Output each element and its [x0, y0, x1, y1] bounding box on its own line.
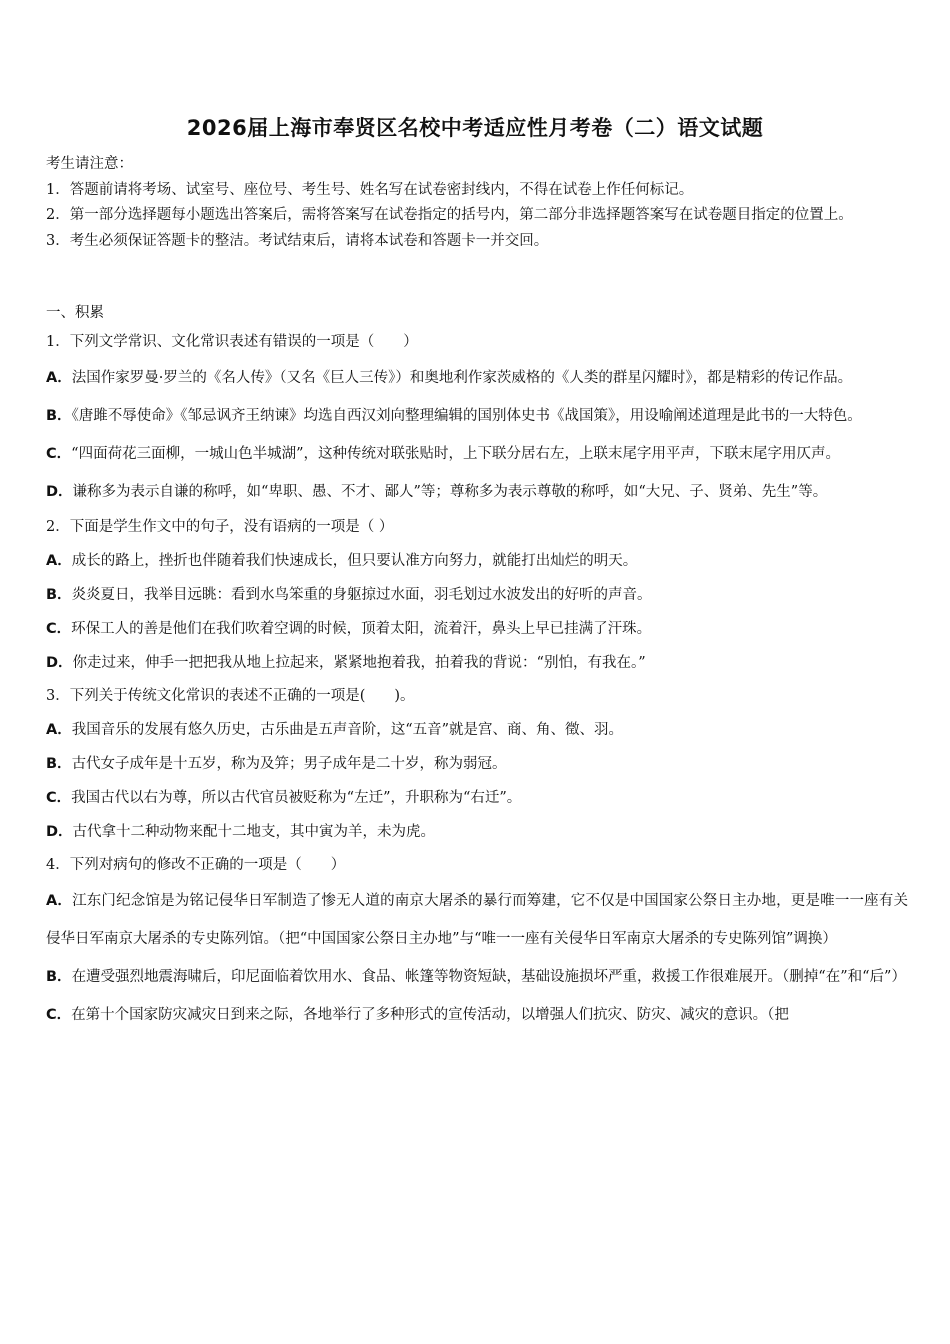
- option-text: 炎炎夏日，我举目远眺：看到水鸟笨重的身躯掠过水面，羽毛划过水波发出的好听的声音。: [71, 587, 652, 603]
- notice-heading: 考生请注意：: [46, 156, 133, 172]
- option-text: 成长的路上，挫折也伴随着我们快速成长，但只要认准方向努力，就能打出灿烂的明天。: [71, 553, 638, 569]
- option-letter: B．: [46, 587, 72, 603]
- option-text: 古代女子成年是十五岁，称为及笄；男子成年是二十岁，称为弱冠。: [71, 756, 507, 772]
- question-stem: 2．下面是学生作文中的句子，没有语病的一项是（ ）: [46, 519, 394, 535]
- option-text: 《唐雎不辱使命》《邹忌讽齐王纳谏》均选自西汉刘向整理编辑的国别体史书《战国策》，用设喻阐述道理是此书的一大特色。: [71, 408, 862, 424]
- candidate-notice: [46, 152, 906, 254]
- question-option: [46, 612, 908, 646]
- option-text: 法国作家罗曼·罗兰的《名人传》（又名《巨人三传》）和奥地利作家茨威格的《人类的群星闪耀时》，都是精彩的传记作品。: [71, 370, 853, 386]
- question-option: [46, 815, 908, 849]
- option-text: 我国古代以右为尊，所以古代官员被贬称为“左迁”，升职称为“右迁”。: [71, 790, 522, 806]
- option-letter: A．: [46, 893, 73, 909]
- question-option: [46, 646, 908, 680]
- question-option: [46, 435, 908, 473]
- question-stem: 4．下列对病句的修改不正确的一项是（ ）: [46, 857, 346, 873]
- question-option: [46, 713, 908, 747]
- question-stem: 3．下列关于传统文化常识的表述不正确的一项是( )。: [46, 688, 415, 704]
- notice-item: 1．答题前请将考场、试室号、座位号、考生号、姓名写在试卷密封线内，不得在试卷上作任何标记。: [46, 181, 694, 198]
- option-text: 谦称多为表示自谦的称呼，如“卑职、愚、不才、鄙人”等；尊称多为表示尊敬的称呼，如“大兄、子、贤弟、先生”等。: [72, 484, 828, 500]
- notice-item: 2．第一部分选择题每小题选出答案后，需将答案写在试卷指定的括号内，第二部分非选择题答案写在试卷题目指定的位置上。: [46, 207, 853, 223]
- question-option: [46, 996, 908, 1034]
- option-letter: D．: [46, 824, 73, 840]
- option-letter: C．: [46, 446, 72, 462]
- question-option: [46, 958, 908, 996]
- question-option: [46, 781, 908, 815]
- option-text: 我国音乐的发展有悠久历史，古乐曲是五声音阶，这“五音”就是宫、商、角、徵、羽。: [71, 722, 624, 738]
- option-text: 你走过来，伸手一把把我从地上拉起来，紧紧地抱着我，拍着我的背说：“别怕，有我在。”: [72, 655, 646, 671]
- option-letter: C．: [46, 1007, 72, 1023]
- option-letter: C．: [46, 621, 72, 637]
- question-option: [46, 882, 908, 958]
- question-option: [46, 473, 908, 511]
- option-letter: B．: [46, 756, 72, 772]
- option-text: 古代拿十二种动物来配十二地支，其中寅为羊，未为虎。: [72, 824, 436, 840]
- question-option: [46, 397, 908, 435]
- option-letter: B．: [46, 408, 72, 424]
- question-option: [46, 578, 908, 612]
- notice-item: 3．考生必须保证答题卡的整洁。考试结束后，请将本试卷和答题卡一并交回。: [46, 232, 549, 249]
- option-letter: A．: [46, 722, 72, 738]
- section-heading: 一、积累: [46, 305, 104, 321]
- option-text: “四面荷花三面柳，一城山色半城湖”，这种传统对联张贴时，上下联分居右左，上联末尾字用平声，下联末尾字用仄声。: [71, 446, 840, 462]
- question-stem: 1．下列文学常识、文化常识表述有错误的一项是（ ）: [46, 334, 418, 350]
- page-title: 2026届上海市奉贤区名校中考适应性月考卷（二）语文试题: [186, 116, 764, 140]
- option-letter: B．: [46, 969, 72, 985]
- exam-content: [46, 300, 908, 1034]
- option-text: 环保工人的善是他们在我们吹着空调的时候，顶着太阳，流着汗，鼻头上早已挂满了汗珠。: [71, 621, 652, 637]
- option-letter: A．: [46, 370, 72, 386]
- option-text: 江东门纪念馆是为铭记侵华日军制造了惨无人道的南京大屠杀的暴行而筹建，它不仅是中国国家公祭日主办地，更是唯一一座有关侵华日军南京大屠杀的专史陈列馆。（把“中国国家公祭日主办地”与“唯一一座有关侵华日军南京大屠杀的专史陈列馆”调换）: [46, 893, 908, 947]
- option-letter: D．: [46, 655, 73, 671]
- option-letter: C．: [46, 790, 72, 806]
- option-letter: D．: [46, 484, 73, 500]
- question-option: [46, 359, 908, 397]
- question-option: [46, 747, 908, 781]
- option-text: 在第十个国家防灾减灾日到来之际，各地举行了多种形式的宣传活动，以增强人们抗灾、防灾、减灾的意识。（把: [71, 1007, 789, 1023]
- option-letter: A．: [46, 553, 72, 569]
- question-option: [46, 544, 908, 578]
- option-text: 在遭受强烈地震海啸后，印尼面临着饮用水、食品、帐篷等物资短缺，基础设施损坏严重，救援工作很难展开。（删掉“在”和“后”）: [71, 969, 906, 985]
